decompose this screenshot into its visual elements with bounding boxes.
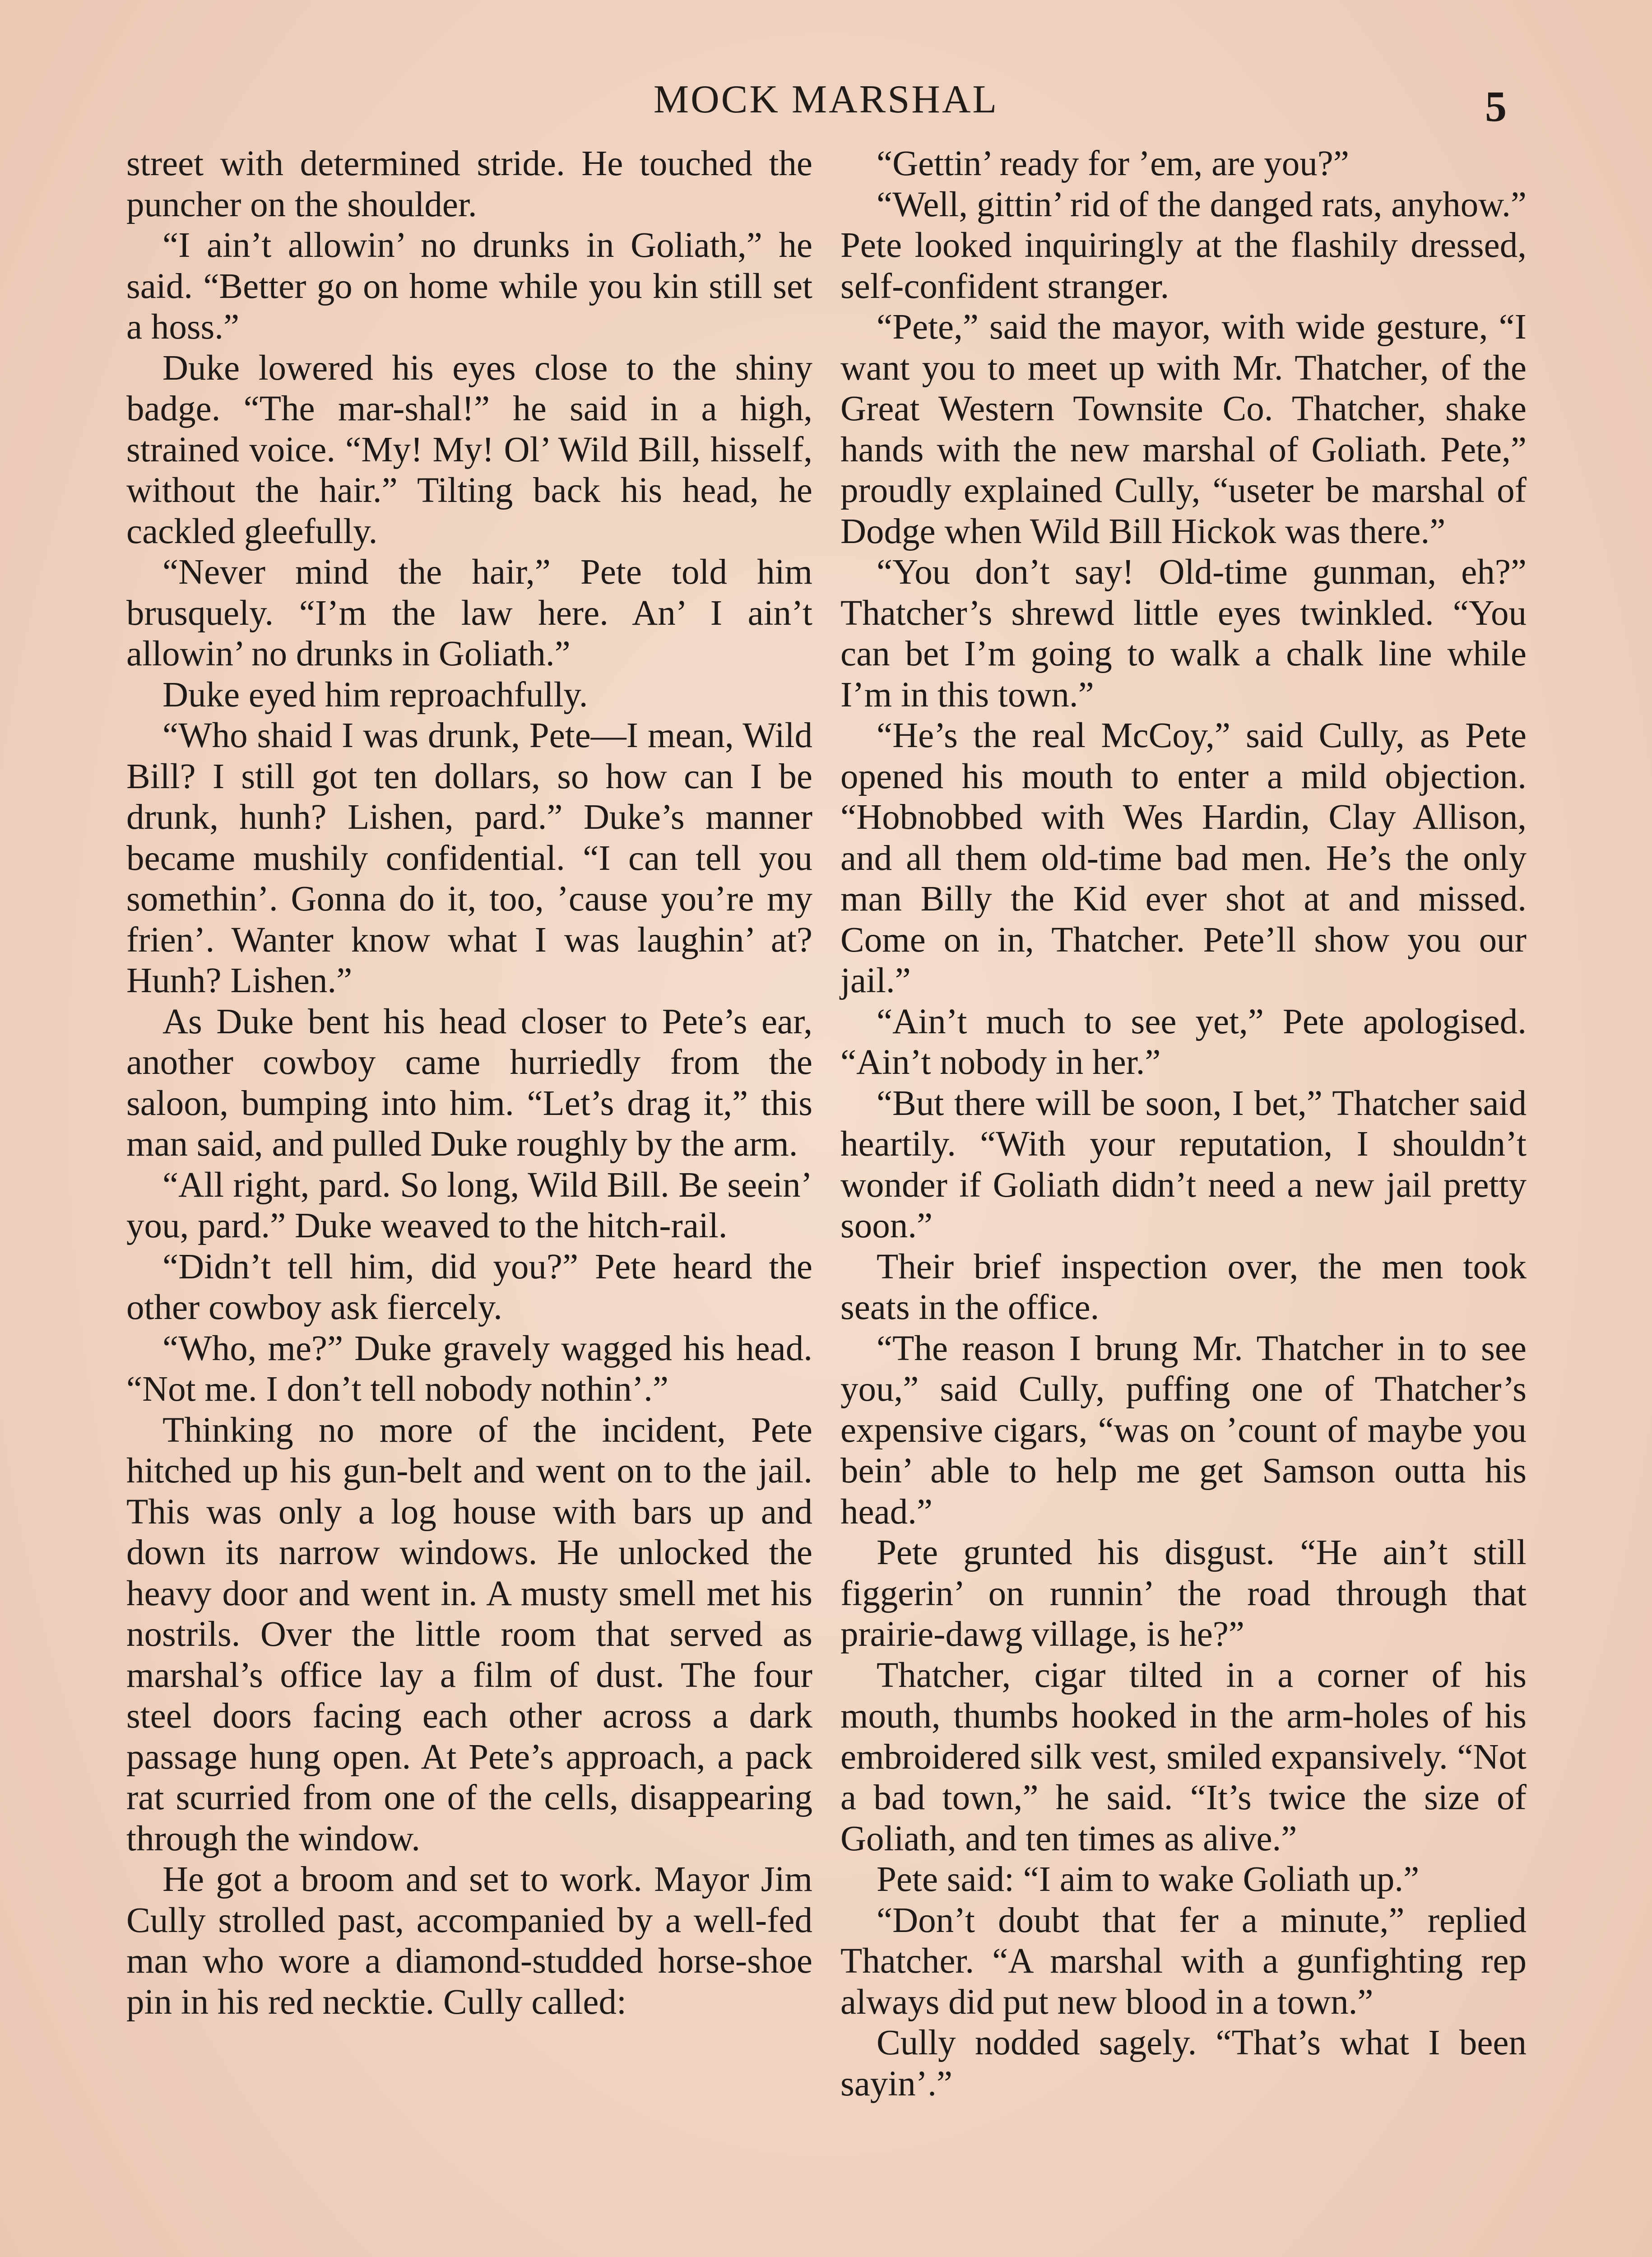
paragraph: Thinking no more of the incident, Pete hitched up his gun-belt and went on to the jail. This was only a log house with bars up and down its narrow windows. He unlocked the heavy door and went in. A musty smell met his nostrils. Over the little room that served as marshal’s office lay a film of dust. The four steel doors facing each other across a dark passage hung open. At Pete’s approach, a pack rat scurried from one of the cells, disappearing through the window. [126,1410,812,1858]
paragraph: “Well, gittin’ rid of the danged rats, anyhow.” Pete looked inquiringly at the flashily dressed, self-confident stranger. [840,185,1527,306]
paragraph: Their brief inspection over, the men took seats in the office. [840,1247,1527,1327]
right-column [840,144,1527,2104]
paragraph: Thatcher, cigar tilted in a corner of his mouth, thumbs hooked in the arm-holes of his embroidered silk vest, smiled expansively. “Not a bad town,” he said. “It’s twice the size of Goliath, and ten times as alive.” [840,1655,1527,1858]
paragraph: “He’s the real McCoy,” said Cully, as Pete opened his mouth to enter a mild objection. “Hobnobbed with Wes Hardin, Clay Allison, and all them old-time bad men. He’s the only man Billy the Kid ever shot at and missed. Come on in, Thatcher. Pete’ll show you our jail.” [840,716,1527,1000]
paragraph: “You don’t say! Old-time gunman, eh?” Thatcher’s shrewd little eyes twinkled. “You can bet I’m going to walk a chalk line while I’m in this town.” [840,553,1527,715]
paragraph: “Never mind the hair,” Pete told him brusquely. “I’m the law here. An’ I ain’t allowin’ no drunks in Goliath.” [126,553,812,673]
paragraph: “Didn’t tell him, did you?” Pete heard the other cowboy ask fiercely. [126,1247,812,1327]
paragraph: “All right, pard. So long, Wild Bill. Be seein’ you, pard.” Duke weaved to the hitch-rail. [126,1165,812,1245]
paragraph: As Duke bent his head closer to Pete’s ear, another cowboy came hurriedly from the saloon, bumping into him. “Let’s drag it,” this man said, and pulled Duke roughly by the arm. [126,1002,812,1164]
running-title: MOCK MARSHAL [653,78,999,121]
paragraph: “Gettin’ ready for ’em, are you?” [877,144,1349,183]
page-number: 5 [1485,82,1507,130]
paragraph: “The reason I brung Mr. Thatcher in to see you,” said Cully, puffing one of Thatcher’s expensive cigars, “was on ’count of maybe you bein’ able to help me get Samson outta his head.” [840,1328,1527,1532]
paragraph: “Who shaid I was drunk, Pete—I mean, Wild Bill? I still got ten dollars, so how can I be drunk, hunh? Lishen, pard.” Duke’s manner became mushily confidential. “I can tell you somethin’. Gonna do it, too, ’cause you’re my frien’. Wanter know what I was laughin’ at? Hunh? Lishen.” [126,716,812,1000]
paragraph: “But there will be soon, I bet,” Thatcher said heartily. “With your reputation, I shouldn’t wonder if Goliath didn’t need a new jail pretty soon.” [840,1083,1527,1245]
paragraph: “I ain’t allowin’ no drunks in Goliath,” he said. “Better go on home while you kin still set a hoss.” [126,226,812,347]
paragraph: “Who, me?” Duke gravely wagged his head. “Not me. I don’t tell nobody nothin’.” [126,1328,812,1409]
left-column [126,144,812,2023]
paragraph: Duke eyed him reproachfully. [162,675,588,715]
paragraph: Duke lowered his eyes close to the shiny badge. “The mar-shal!” he said in a high, strained voice. “My! My! Ol’ Wild Bill, hisself, without the hair.” Tilting back his head, he cackled gleefully. [126,348,812,551]
paragraph: “Ain’t much to see yet,” Pete apologised. “Ain’t nobody in her.” [840,1002,1527,1082]
paragraph: He got a broom and set to work. Mayor Jim Cully strolled past, accompanied by a well-fed man who wore a diamond-studded horse-shoe pin in his red necktie. Cully called: [126,1860,812,2022]
paragraph: street with determined stride. He touched the puncher on the shoulder. [126,144,812,224]
paragraph: “Don’t doubt that fer a minute,” replied Thatcher. “A marshal with a gunfighting rep always did put new blood in a town.” [840,1900,1527,2022]
paragraph: Cully nodded sagely. “That’s what I been sayin’.” [840,2023,1527,2104]
paragraph: Pete grunted his disgust. “He ain’t still figgerin’ on runnin’ the road through that prairie-dawg village, is he?” [840,1533,1527,1654]
paragraph: Pete said: “I aim to wake Goliath up.” [877,1860,1420,1899]
paragraph: “Pete,” said the mayor, with wide gesture, “I want you to meet up with Mr. Thatcher, of the Great Western Townsite Co. Thatcher, shake hands with the new marshal of Goliath. Pete,” proudly explained Cully, “useter be marshal of Dodge when Wild Bill Hickok was there.” [840,307,1527,551]
